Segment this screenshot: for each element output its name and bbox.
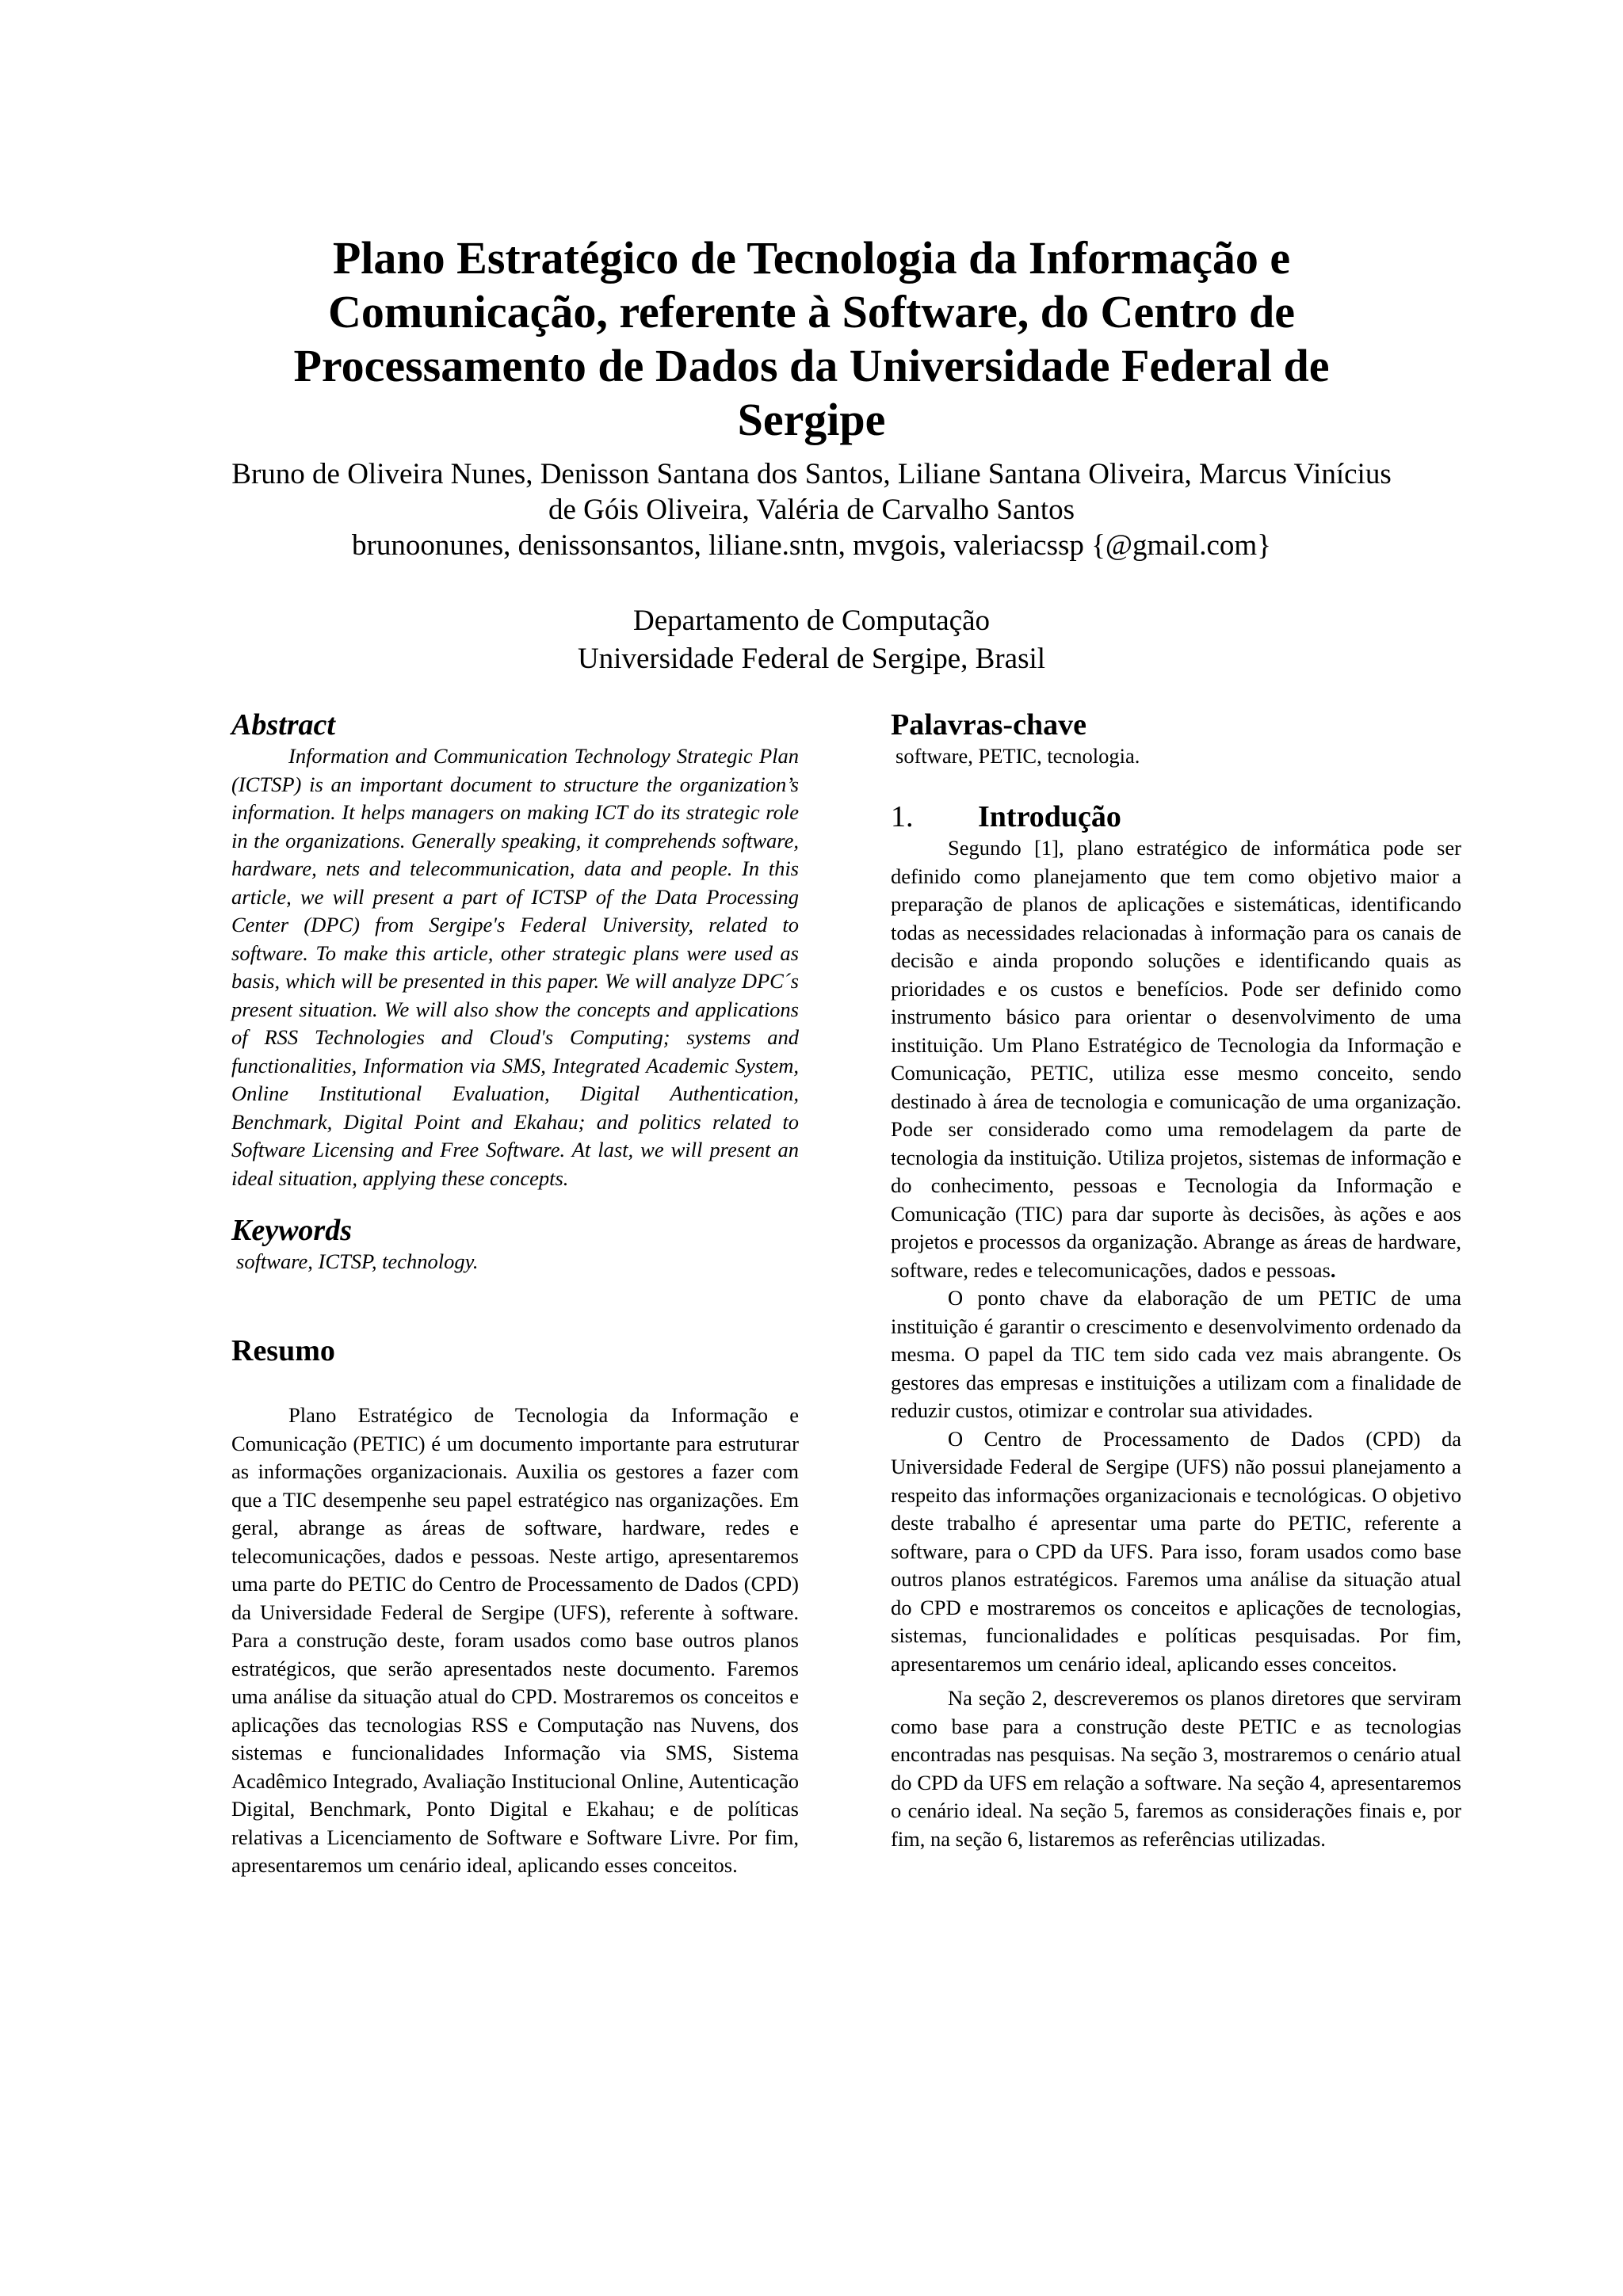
affiliation [475, 602, 1148, 678]
intro-paragraph-1-text: Segundo [1], plano estratégico de informática pode ser definido como planejamento que tem como objetivo maior a preparação de planos de aplicações e sistemáticas, identificando todas as necessidades relacionadas à informação para os canais de decisão e ainda propondo soluções e identificando quais as prioridades e os custos e benefícios. Pode ser definido como instrumento básico para orientar o desenvolvimento de uma instituição. Um Plano Estratégico de Tecnologia da Informação e Comunicação, PETIC, utiliza esse mesmo conceito, sendo destinado à área de tecnologia e comunicação de uma organização. Pode ser considerado como uma remodelagem da parte de tecnologia da instituição. Utiliza projetos, sistemas de informação e do conhecimento, pessoas e Tecnologia da Informação e Comunicação (TIC) para dar suporte às decisões, às ações e aos projetos e processos da organização. Abrange as áreas de hardware, software, redes e telecomunicações, dados e pessoas [891, 836, 1461, 1282]
intro-paragraph-2: O ponto chave da elaboração de um PETIC de uma instituição é garantir o crescimento e desenvolvimento ordenado da mesma. O papel da TIC tem sido cada vez mais abrangente. Os gestores das empresas e instituições a utilizam com a finalidade de reduzir custos, otimizar e controlar sua atividades. [891, 1286, 1461, 1422]
section-number: 1. [891, 800, 914, 833]
intro-paragraph-1-end: . [1330, 1257, 1336, 1282]
left-column [231, 707, 799, 1880]
author-names: Bruno de Oliveira Nunes, Denisson Santana dos Santos, Liliane Santana Oliveira, Marcus Vinícius de Góis Oliveira, Valéria de Carvalho Santos [231, 458, 1392, 526]
affiliation-department: Departamento de Computação [633, 605, 990, 637]
intro-paragraph-1 [891, 834, 1461, 1284]
paper-title: Plano Estratégico de Tecnologia da Informação e Comunicação, referente à Software, do Centro de Processamento de Dados da Universidade Federal de Sergipe [293, 232, 1330, 445]
intro-paragraph-3: O Centro de Processamento de Dados (CPD) da Universidade Federal de Sergipe (UFS) não possui planejamento a respeito das informações organizacionais e tecnológicas. O objetivo deste trabalho é apresentar uma parte do PETIC, referente a software, para o CPD da UFS. Para isso, foram usados como base outros planos estratégicos. Faremos uma análise da situação atual do CPD e mostraremos os conceitos e aplicações de tecnologias, sistemas, funcionalidades e políticas pesquisadas. Por fim, apresentaremos um cenário ideal, aplicando esses conceitos. [891, 1426, 1461, 1676]
abstract-heading: Abstract [231, 708, 335, 742]
resumo-heading: Resumo [231, 1334, 335, 1367]
palavras-chave-heading: Palavras-chave [891, 708, 1086, 742]
resumo-text: Plano Estratégico de Tecnologia da Informação e Comunicação (PETIC) é um documento importante para estruturar as informações organizacionais. Auxilia os gestores a fazer com que a TIC desempenhe seu papel estratégico nas organizações. Em geral, abrange as áreas de software, hardware, redes e telecomunicações, dados e pessoas. Neste artigo, apresentaremos uma parte do PETIC do Centro de Processamento de Dados (CPD) da Universidade Federal de Sergipe (UFS), referente à software. Para a construção deste, foram usados como base outros planos estratégicos, que serão apresentados neste documento. Faremos uma análise da situação atual do CPD. Mostraremos os conceitos e aplicações das tecnologias RSS e Computação nas Nuvens, dos sistemas e funcionalidades Informação via SMS, Sistema Acadêmico Integrado, Avaliação Institucional Online, Autenticação Digital, Benchmark, Ponto Digital e Ekahau; e de políticas relativas a Licenciamento de Software e Software Livre. Por fim, apresentaremos um cenário ideal, aplicando esses conceitos. [231, 1403, 799, 1877]
intro-paragraph-4: Na seção 2, descreveremos os planos diretores que serviram como base para a construção deste PETIC e as tecnologias encontradas nas pesquisas. Na seção 3, mostraremos o cenário atual do CPD da UFS em relação a software. Na seção 4, apresentaremos o cenário ideal. Na seção 5, faremos as considerações finais e, por fim, na seção 6, listaremos as referências utilizadas. [891, 1686, 1461, 1851]
right-column [891, 707, 1461, 1853]
palavras-chave-text: software, PETIC, tecnologia. [896, 744, 1140, 768]
keywords-text: software, ICTSP, technology. [236, 1249, 479, 1273]
author-emails: brunoonunes, denissonsantos, liliane.sntn, mvgois, valeriacssp {@gmail.com} [352, 529, 1271, 562]
introducao-heading [891, 799, 1461, 834]
keywords-heading: Keywords [231, 1214, 352, 1247]
abstract-text: Information and Communication Technology Strategic Plan (ICTSP) is an important document to structure the organization’s information. It helps managers on making ICT do its strategic role in the organizations. Generally speaking, it comprehends software, hardware, nets and telecommunication, data and people. In this article, we will present a part of ICTSP of the Data Processing Center (DPC) from Sergipe's Federal University, related to software. To make this article, other strategic plans were used as basis, which will be presented in this paper. We will analyze DPC´s present situation. We will also show the concepts and applications of RSS Technologies and Cloud's Computing; systems and functionalities, Information via SMS, Integrated Academic System, Online Institutional Evaluation, Digital Authentication, Benchmark, Digital Point and Ekahau; and politics related to Software Licensing and Free Software. At last, we will present an ideal situation, applying these concepts. [231, 744, 799, 1190]
author-block [230, 456, 1393, 563]
affiliation-university: Universidade Federal de Sergipe, Brasil [577, 643, 1046, 675]
section-title: Introdução [978, 800, 1121, 833]
